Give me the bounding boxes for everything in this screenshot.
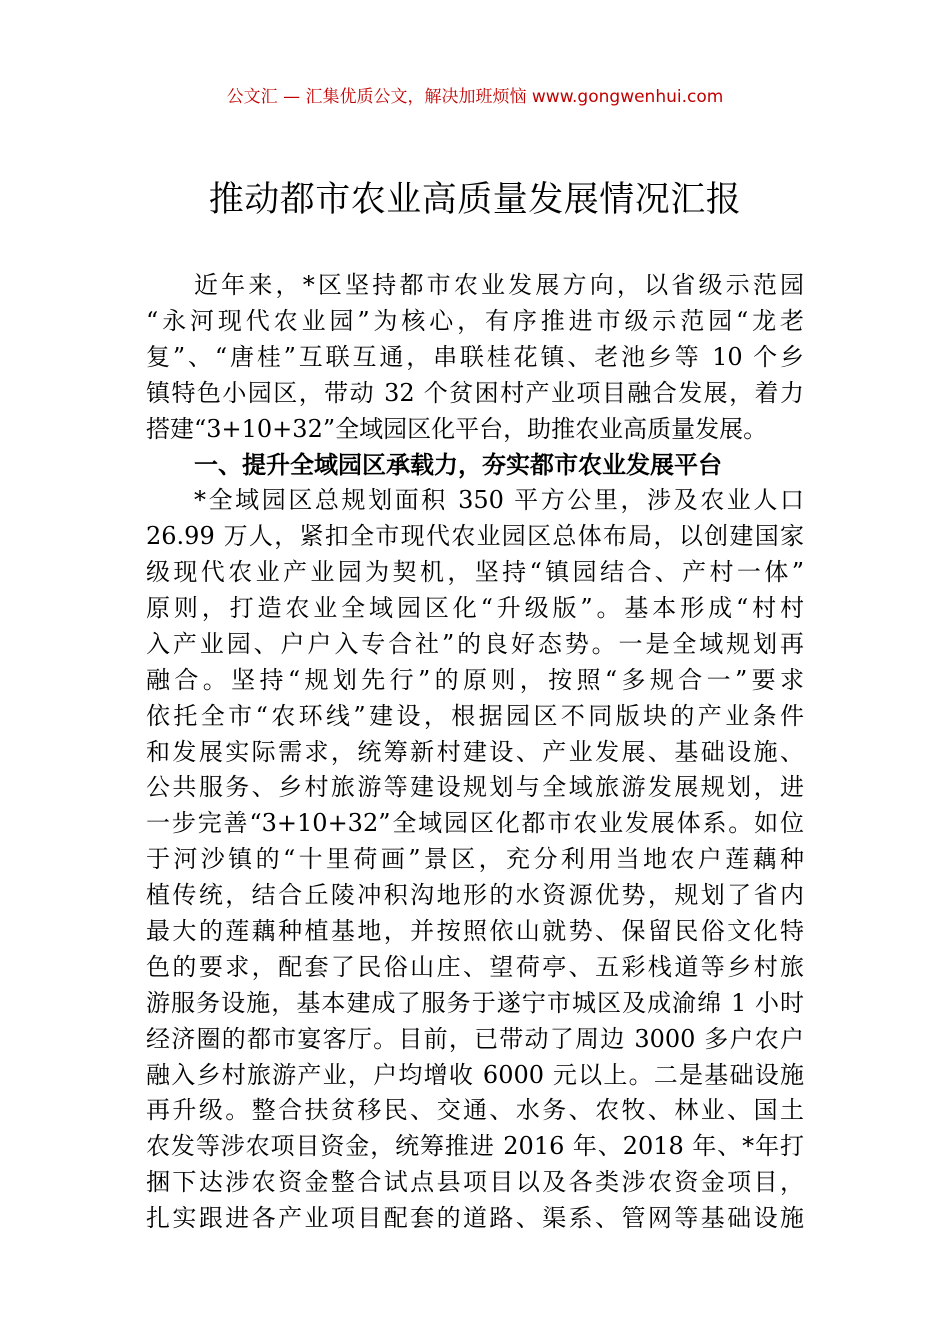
paragraph-line: 依托全市“农环线”建设，根据园区不同版块的产业条件 (146, 701, 804, 730)
paragraph-line: 再升级。整合扶贫移民、交通、水务、农牧、林业、国土 (146, 1096, 804, 1125)
paragraph-line: 入产业园、户户入专合社”的良好态势。一是全域规划再 (146, 629, 804, 658)
paragraph-line: 游服务设施，基本建成了服务于遂宁市城区及成渝绵 1 小时 (146, 988, 804, 1017)
paragraph-line: 原则，打造农业全域园区化“升级版”。基本形成“村村 (146, 594, 804, 623)
document-body (146, 268, 804, 1237)
paragraph-line: 于河沙镇的“十里荷画”景区，充分利用当地农户莲藕种 (146, 845, 804, 874)
paragraph-line: 色的要求，配套了民俗山庄、望荷亭、五彩栈道等乡村旅 (146, 952, 804, 981)
paragraph-line: *全域园区总规划面积 350 平方公里，涉及农业人口 (194, 486, 804, 515)
paragraph-line: 和发展实际需求，统筹新村建设、产业发展、基础设施、 (146, 737, 804, 766)
paragraph-line: “永河现代农业园”为核心，有序推进市级示范园“龙老 (146, 306, 804, 335)
section-heading: 一、提升全域园区承载力，夯实都市农业发展平台 (194, 450, 722, 480)
paragraph-line: 捆下达涉农资金整合试点县项目以及各类涉农资金项目， (146, 1168, 804, 1197)
paragraph-line: 一步完善“3+10+32”全域园区化都市农业发展体系。如位 (146, 809, 804, 838)
paragraph-line: 植传统，结合丘陵冲积沟地形的水资源优势，规划了省内 (146, 881, 804, 910)
paragraph-line: 最大的莲藕种植基地，并按照依山就势、保留民俗文化特 (146, 917, 804, 946)
paragraph-line: 公共服务、乡村旅游等建设规划与全域旅游发展规划，进 (146, 773, 804, 802)
paragraph-line: 融入乡村旅游产业，户均增收 6000 元以上。二是基础设施 (146, 1060, 804, 1089)
paragraph-line: 搭建“3+10+32”全域园区化平台，助推农业高质量发展。 (146, 414, 768, 443)
paragraph-line: 扎实跟进各产业项目配套的道路、渠系、管网等基础设施 (146, 1204, 804, 1233)
paragraph-line: 镇特色小园区，带动 32 个贫困村产业项目融合发展，着力 (146, 378, 804, 407)
paragraph-line: 融合。坚持“规划先行”的原则，按照“多规合一”要求 (146, 665, 804, 694)
paragraph-line: 26.99 万人，紧扣全市现代农业园区总体布局，以创建国家 (146, 522, 804, 551)
paragraph-line: 经济圈的都市宴客厅。目前，已带动了周边 3000 多户农户 (146, 1024, 804, 1053)
paragraph-line: 级现代农业产业园为契机，坚持“镇园结合、产村一体” (146, 558, 804, 587)
paragraph-line: 复”、“唐桂”互联互通，串联桂花镇、老池乡等 10 个乡 (146, 342, 804, 371)
paragraph-line: 近年来，*区坚持都市农业发展方向，以省级示范园 (194, 271, 804, 299)
header-banner[interactable]: 公文汇 — 汇集优质公文，解决加班烦恼 www.gongwenhui.com (226, 87, 724, 107)
document-title: 推动都市农业高质量发展情况汇报 (208, 180, 742, 220)
paragraph-line: 农发等涉农项目资金，统筹推进 2016 年、2018 年、*年打 (146, 1132, 804, 1161)
